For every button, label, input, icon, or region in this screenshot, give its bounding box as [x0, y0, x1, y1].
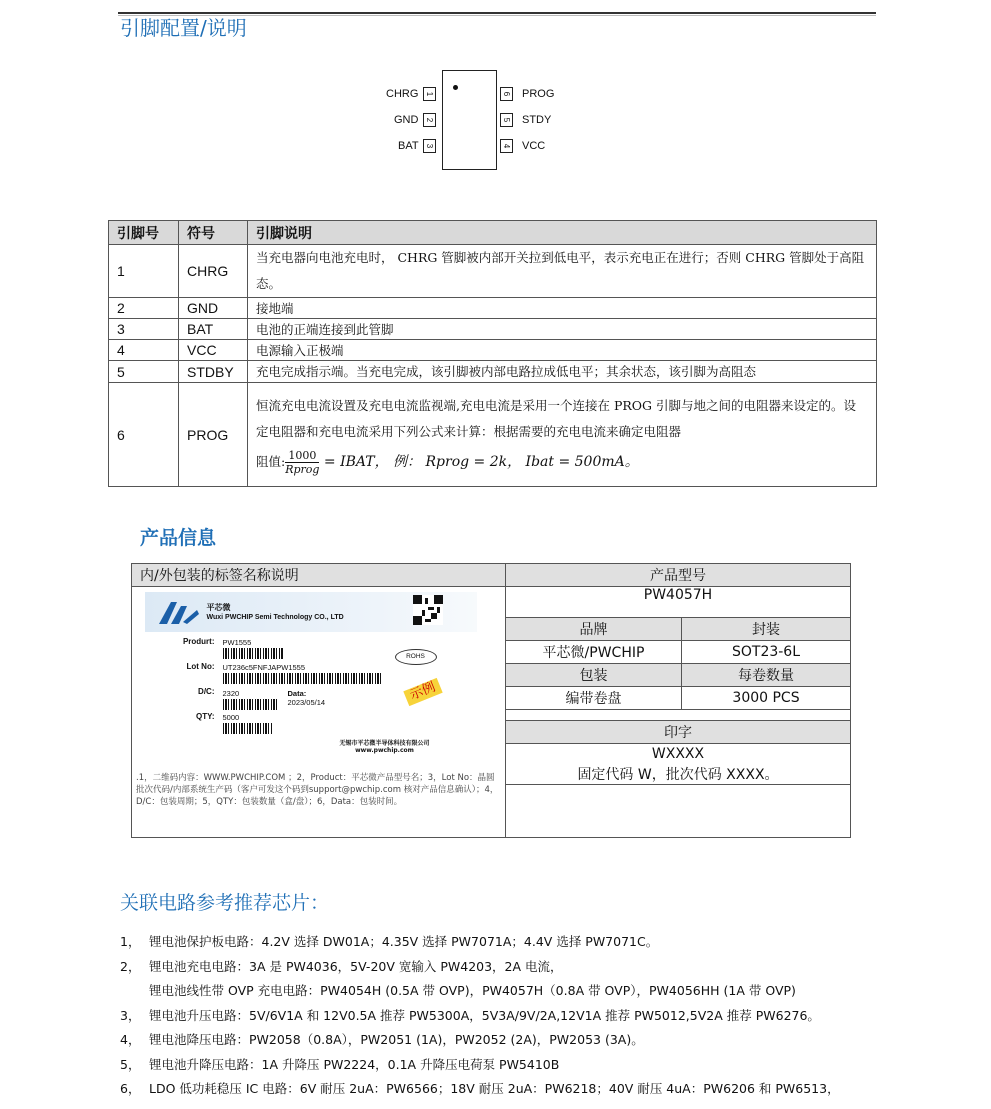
barcode-qty [223, 723, 273, 734]
list-index: 2， [120, 958, 141, 974]
formula-rest: = IBAT， 例： Rprog = 2k， Ibat = 500mA。 [319, 454, 639, 470]
list-item [120, 955, 880, 980]
pin-label-stdy: STDY [522, 114, 552, 126]
pin-description: 接地端 [248, 298, 877, 319]
formula-prefix: 阻值: [256, 454, 286, 469]
label-header-band [145, 592, 477, 632]
table-row [109, 340, 877, 361]
table-row [109, 245, 877, 298]
label-header: 内/外包装的标签名称说明 [132, 564, 506, 587]
formula-fraction [285, 449, 319, 476]
section-title-pin-config: 引脚配置/说明 [120, 16, 247, 40]
label-lot-value: UT236c5FNFJAPW1555 [222, 663, 306, 672]
brand-value: 平芯微/PWCHIP [506, 641, 682, 664]
spacer-cell [506, 710, 851, 721]
barcode-lot [223, 673, 383, 684]
qty-value: 3000 PCS [682, 687, 851, 710]
pin-symbol: PROG [179, 383, 248, 487]
pin-description: 电源输入正极端 [248, 340, 877, 361]
model-value: PW4057H [506, 587, 851, 618]
marking-value: WXXXX [506, 744, 851, 765]
pin-label-chrg: CHRG [386, 88, 419, 100]
pin-description: 充电完成指示端。当充电完成，该引脚被内部电路拉成低电平；其余状态，该引脚为高阻态 [248, 361, 877, 383]
marking-header: 印字 [506, 721, 851, 744]
list-index: 6， [120, 1081, 141, 1096]
pin1-dot [453, 85, 458, 90]
list-item [120, 1053, 880, 1078]
table-header-row [109, 221, 877, 245]
pin-description [248, 383, 877, 487]
list-item [120, 979, 880, 1004]
header-symbol: 符号 [179, 221, 248, 245]
pin-symbol: CHRG [179, 245, 248, 298]
pin-symbol: GND [179, 298, 248, 319]
label-qty-value: 5000 [222, 713, 240, 722]
pin-number-4: 4 [500, 139, 513, 153]
list-text: 锂电池升降压电路：1A 升降压 PW2224，0.1A 升降压电荷泵 PW5410B [149, 1056, 560, 1072]
empty-cell [506, 785, 851, 838]
prog-formula [256, 449, 868, 476]
list-text: 锂电池降压电路：PW2058（0.8A），PW2051 (1A)，PW2052 (2A)，PW2053 (3A)。 [149, 1032, 644, 1047]
model-header: 产品型号 [506, 564, 851, 587]
barcode-dc [223, 699, 278, 710]
chip-body [442, 70, 497, 170]
label-dc-key: D/C: [198, 687, 215, 696]
label-data-key: Data: [287, 689, 307, 698]
table-row [109, 383, 877, 487]
header-pin-number: 引脚号 [109, 221, 179, 245]
label-note: .1，二维码内容：WWW.PWCHIP.COM ；2，Product：平芯微产品型号名；3，Lot No：晶圆批次代码/内部系统生产码（客户可发这个码到support@pwchip.com 核对产品信息确认）；4，D/C：包装周期；5，QTY：包装数量（盒/盘）；6，Data：包装时间。 [136, 773, 499, 807]
list-item [120, 1028, 880, 1053]
header-description: 引脚说明 [248, 221, 877, 245]
pin-number: 2 [109, 298, 179, 319]
pin-number-6: 6 [500, 87, 513, 101]
list-index: 1， [120, 934, 141, 949]
qty-header: 每卷数量 [682, 664, 851, 687]
marking-note: 固定代码 W，批次代码 XXXX。 [506, 764, 851, 785]
pin-number: 5 [109, 361, 179, 383]
label-data-value: 2023/05/14 [287, 698, 326, 707]
barcode-product [223, 648, 283, 659]
list-item [120, 1004, 880, 1029]
fraction-numerator: 1000 [285, 449, 319, 463]
pin-number: 6 [109, 383, 179, 487]
list-item [120, 1077, 880, 1102]
pin-number: 1 [109, 245, 179, 298]
pin-number-2: 2 [423, 113, 436, 127]
related-chip-list [120, 930, 880, 1102]
label-company [340, 738, 430, 754]
list-text: LDO 低功耗稳压 IC 电路：6V 耐压 2uA：PW6566；18V 耐压 2uA：PW6218；40V 耐压 4uA：PW6206 和 PW6513， [149, 1081, 840, 1096]
list-item [120, 930, 880, 955]
table-row [109, 298, 877, 319]
section-title-product-info: 产品信息 [140, 527, 217, 549]
pin-label-vcc: VCC [522, 140, 546, 152]
packing-value: 编带卷盘 [506, 687, 682, 710]
product-info-table [131, 563, 851, 838]
pin-symbol: BAT [179, 319, 248, 340]
qr-code-icon [413, 595, 443, 625]
label-brand-cn: 平芯微 [206, 603, 231, 612]
company-url: www.pwchip.com [355, 747, 414, 754]
company-name: 无锡市平芯微半导体科技有限公司 [339, 740, 430, 747]
pin-number-3: 3 [423, 139, 436, 153]
label-brand-en: Wuxi PWCHIP Semi Technology CO., LTD [206, 614, 344, 621]
label-dc-value: 2320 [222, 689, 240, 698]
pin-label-prog: PROG [522, 88, 555, 100]
package-header: 封装 [682, 618, 851, 641]
pin-number: 3 [109, 319, 179, 340]
table-row [109, 361, 877, 383]
pin-number-5: 5 [500, 113, 513, 127]
pin-description: 电池的正端连接到此管脚 [248, 319, 877, 340]
label-lot-key: Lot No: [186, 662, 215, 671]
pin-label-bat: BAT [398, 140, 419, 152]
pin-description-table [108, 220, 877, 487]
pin-description: 当充电器向电池充电时， CHRG 管脚被内部开关拉到低电平，表示充电正在进行；否则 CHRG 管脚处于高阻态。 [248, 245, 877, 298]
label-sample [143, 592, 495, 768]
package-value: SOT23-6L [682, 641, 851, 664]
pin-label-gnd: GND [394, 114, 419, 126]
table-row [109, 319, 877, 340]
label-qty-key: QTY: [195, 712, 215, 721]
pwchip-logo-icon [157, 600, 201, 626]
list-index: 3， [120, 1007, 141, 1023]
prog-description-text: 恒流充电电流设置及充电电流监视端,充电电流是采用一个连接在 PROG 引脚与地之间的电阻器来设定的。设定电阻器和充电电流采用下列公式来计算：根据需要的充电电流来确定电阻器 [256, 398, 856, 439]
list-index: 5， [120, 1056, 141, 1072]
pin-symbol: STDBY [179, 361, 248, 383]
list-text: 锂电池充电电路：3A 是 PW4036，5V-20V 宽输入 PW4203，2A 电流， [149, 958, 563, 974]
list-text: 锂电池升压电路：5V/6V1A 和 12V0.5A 推荐 PW5300A，5V3A/9V/2A,12V1A 推荐 PW5012,5V2A 推荐 PW6276。 [149, 1007, 820, 1023]
pin-symbol: VCC [179, 340, 248, 361]
label-produrt-key: Produrt: [182, 637, 215, 646]
list-text: 锂电池线性带 OVP 充电电路：PW4054H (0.5A 带 OVP)，PW4057H（0.8A 带 OVP），PW4056HH (1A 带 OVP) [149, 983, 796, 998]
pin-number-1: 1 [423, 87, 436, 101]
sample-stamp: 示例 [403, 678, 442, 706]
list-index: 4， [120, 1032, 141, 1047]
packing-header: 包装 [506, 664, 682, 687]
fraction-denominator: Rprog [285, 463, 320, 476]
pin-number: 4 [109, 340, 179, 361]
rohs-badge: ROHS [395, 649, 437, 665]
label-produrt-value: PW1555 [222, 638, 252, 647]
label-sample-cell [132, 587, 506, 838]
list-text: 锂电池保护板电路：4.2V 选择 DW01A；4.35V 选择 PW7071A；4.4V 选择 PW7071C。 [149, 934, 659, 949]
section-title-related-chips: 关联电路参考推荐芯片： [120, 892, 330, 914]
brand-header: 品牌 [506, 618, 682, 641]
